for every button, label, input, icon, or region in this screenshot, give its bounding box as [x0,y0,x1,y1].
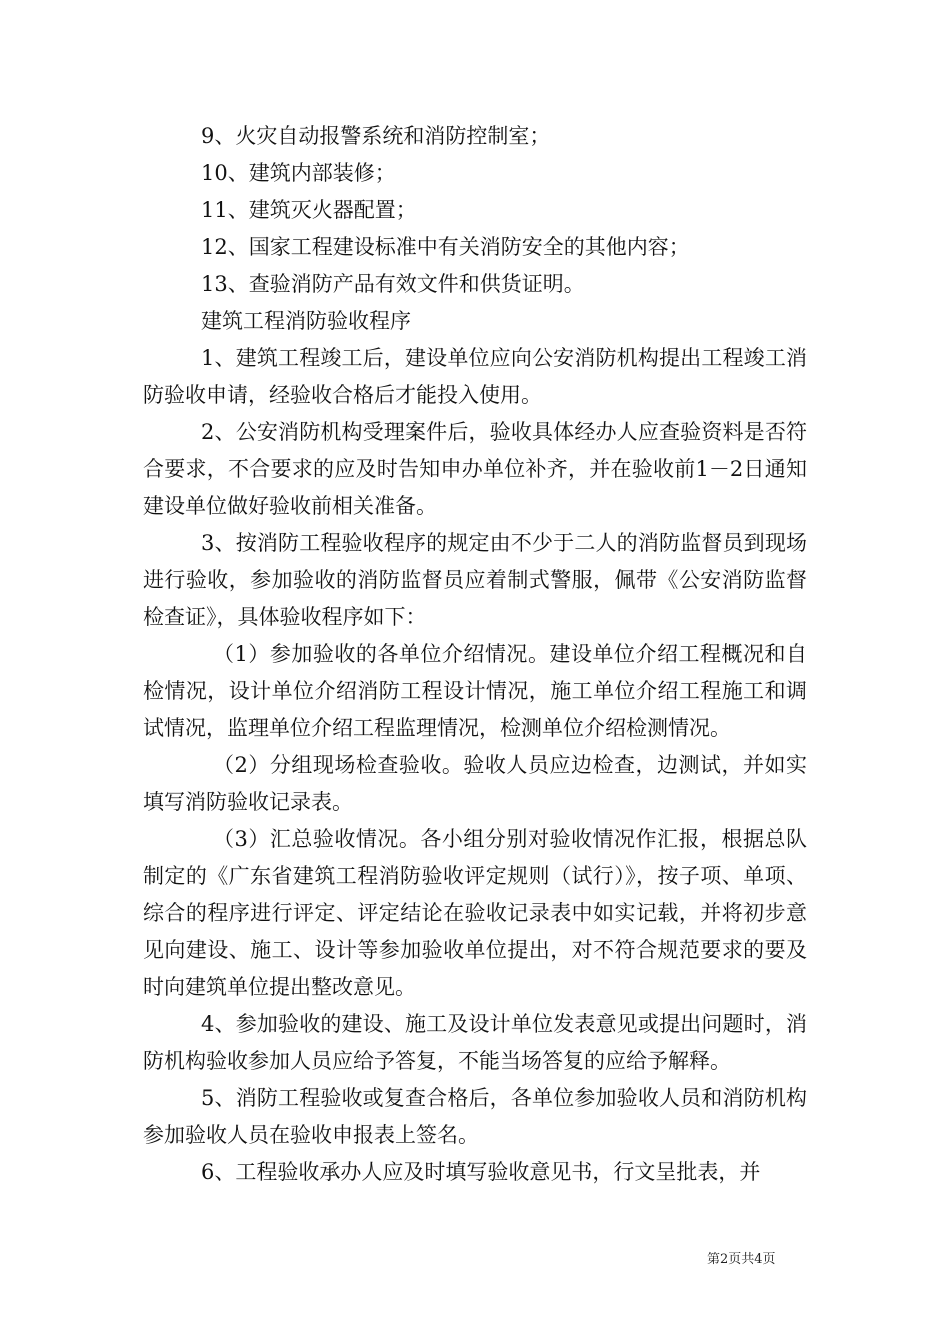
paragraph-item-13: 13、查验消防产品有效文件和供货证明。 [201,272,585,296]
procedure-substep-3: （3）汇总验收情况。各小组分别对验收情况作汇报，根据总队制定的《广东省建筑工程消防验收评定规则（试行）》，按子项、单项、综合的程序进行评定、评定结论在验收记录表中如实记载，并将初步意见向建设、施工、设计等参加验收单位提出，对不符合规范要求的要及时向建筑单位提出整改意见。 [143,827,807,999]
section-heading: 建筑工程消防验收程序 [201,309,411,333]
paragraph-item-10: 10、建筑内部装修； [201,161,396,185]
procedure-substep-2: （2）分组现场检查验收。验收人员应边检查，边测试，并如实填写消防验收记录表。 [143,753,807,814]
procedure-step-1: 1、建筑工程竣工后，建设单位应向公安消防机构提出工程竣工消防验收申请，经验收合格后才能投入使用。 [143,346,807,407]
procedure-step-4: 4、参加验收的建设、施工及设计单位发表意见或提出问题时，消防机构验收参加人员应给予答复，不能当场答复的应给予解释。 [143,1012,807,1073]
paragraph-item-9: 9、火灾自动报警系统和消防控制室； [201,124,551,148]
procedure-step-3: 3、按消防工程验收程序的规定由不少于二人的消防监督员到现场进行验收，参加验收的消防监督员应着制式警服，佩带《公安消防监督检查证》，具体验收程序如下： [143,531,807,629]
procedure-substep-1: （1）参加验收的各单位介绍情况。建设单位介绍工程概况和自检情况，设计单位介绍消防工程设计情况，施工单位介绍工程施工和调试情况，监理单位介绍工程监理情况，检测单位介绍检测情况。 [143,642,807,740]
procedure-step-6: 6、工程验收承办人应及时填写验收意见书，行文呈批表，并 [201,1160,761,1184]
document-body [143,118,807,1191]
paragraph-item-11: 11、建筑灭火器配置； [201,198,417,222]
page-number: 第2页共4页 [707,1252,776,1267]
procedure-step-2: 2、公安消防机构受理案件后，验收具体经办人应查验资料是否符合要求，不合要求的应及时告知申办单位补齐，并在验收前1－2日通知建设单位做好验收前相关准备。 [143,420,807,518]
procedure-step-5: 5、消防工程验收或复查合格后，各单位参加验收人员和消防机构参加验收人员在验收申报表上签名。 [143,1086,807,1147]
paragraph-item-12: 12、国家工程建设标准中有关消防安全的其他内容； [201,235,690,259]
